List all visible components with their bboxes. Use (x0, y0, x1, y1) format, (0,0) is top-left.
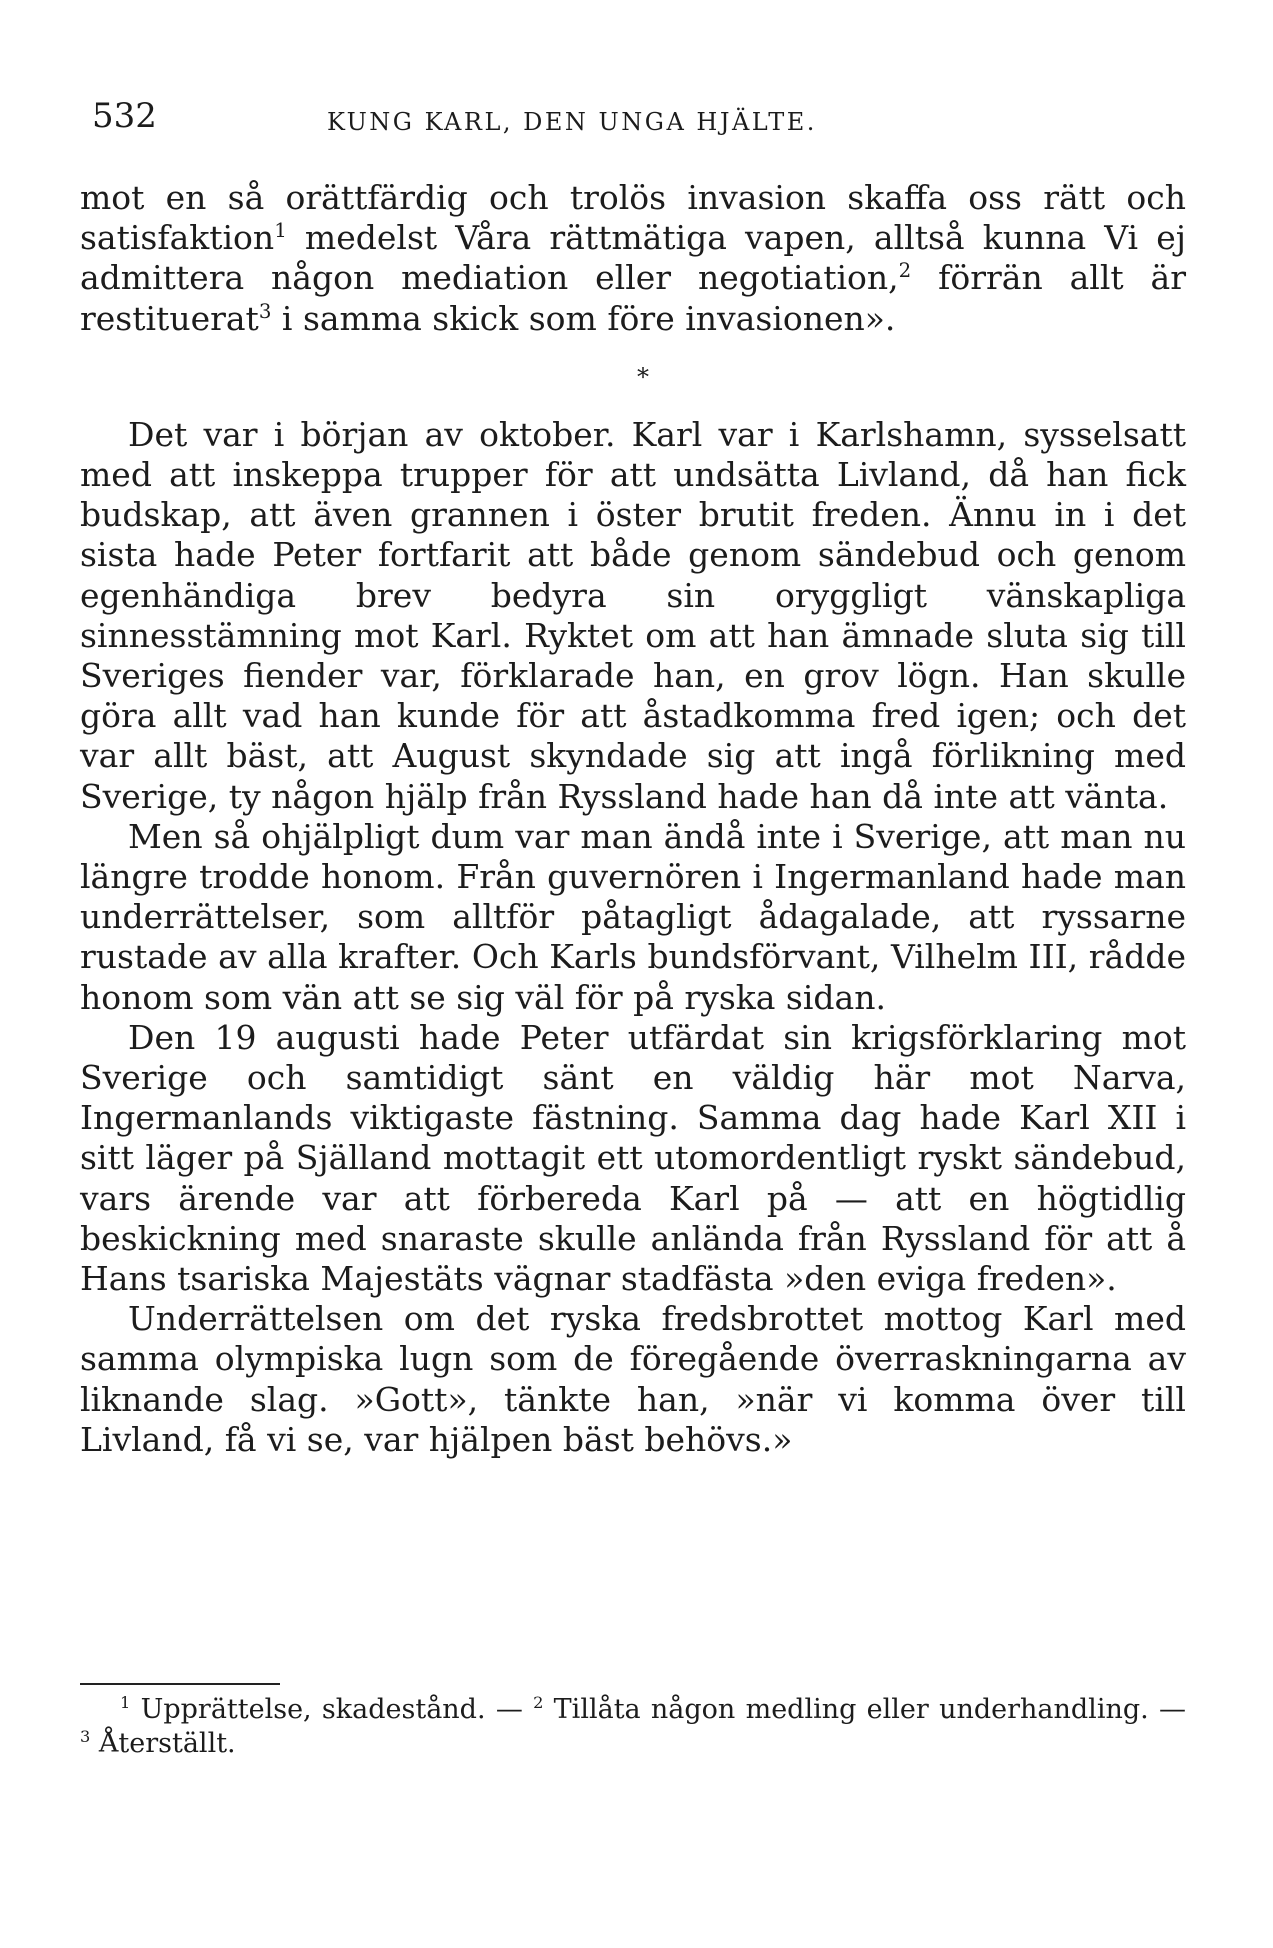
text-segment: mot en så orättfärdig och trolös invasion skaffa oss rätt och satisfaktion (80, 178, 1186, 258)
footnote-divider (80, 1683, 280, 1685)
footnote-marker: 2 (898, 259, 912, 283)
page-number: 532 (92, 96, 157, 136)
text-segment: medelst Våra rättmätiga vapen, alltså kunna Vi ej admittera någon mediation eller negotiation, (80, 218, 1186, 298)
footnotes (80, 1693, 1186, 1761)
paragraph-continued (80, 178, 1186, 339)
footnote-number: 2 (533, 1693, 544, 1712)
footnote-number: 1 (120, 1693, 131, 1712)
footnote-segment: Upprättelse, skadestånd. — (130, 1694, 534, 1725)
paragraph: Men så ohjälpligt dum var man ändå inte i Sverige, att man nu längre trodde honom. Från guvernören i Ingermanland hade man underrättelser, som alltför påtagligt ådagalade, att ryssarne rustade av alla krafter. Och Karls bundsförvant, Vilhelm III, rådde honom som vän att se sig väl för på ryska sidan. (80, 816, 1186, 1017)
running-head (92, 96, 1184, 146)
section-separator: * (637, 362, 649, 391)
running-title: KUNG KARL, DEN UNGA HJÄLTE. (327, 108, 817, 136)
footnote-segment: Tillåta någon medling eller underhandling. — (543, 1694, 1186, 1725)
paragraph: Det var i början av oktober. Karl var i Karlshamn, sysselsatt med att inskeppa trupper för att undsätta Livland, då han fick budskap, att även grannen i öster brutit freden. Ännu in i det sista hade Peter fortfarit att både genom sändebud och genom egenhändiga brev bedyra sin oryggligt vänskapliga sinnesstämning mot Karl. Ryktet om att han ämnade sluta sig till Sveriges fiender var, förklarade han, en grov lögn. Han skulle göra allt vad han kunde för att åstadkomma fred igen; och det var allt bäst, att August skyndade sig att ingå förlikning med Sverige, ty någon hjälp från Ryssland hade han då inte att vänta. (80, 414, 1186, 816)
main-text (80, 178, 1186, 1460)
paragraph: Den 19 augusti hade Peter utfärdat sin krigsförklaring mot Sverige och samtidigt sänt en väldig här mot Narva, Ingermanlands viktigaste fästning. Samma dag hade Karl XII i sitt läger på Själland mottagit ett utomordentligt ryskt sändebud, vars ärende var att förbereda Karl på — att en högtidlig beskickning med snaraste skulle anlända från Ryssland för att å Hans tsariska Majestäts vägnar stadfästa »den eviga freden». (80, 1017, 1186, 1299)
footnote-marker: 1 (274, 219, 287, 243)
footnote-marker: 3 (258, 299, 272, 323)
footnote-number: 3 (80, 1727, 91, 1746)
text-segment: förrän allt är restituerat (80, 258, 1186, 338)
footnote-segment: Återställt. (90, 1728, 236, 1759)
paragraph: Underrättelsen om det ryska fredsbrottet mottog Karl med samma olympiska lugn som de föregående överraskningarna av liknande slag. »Gott», tänkte han, »när vi komma över till Livland, få vi se, var hjälpen bäst behövs.» (80, 1299, 1186, 1459)
footnote-text (80, 1693, 1186, 1761)
text-segment: i samma skick som före invasionen». (271, 298, 896, 338)
